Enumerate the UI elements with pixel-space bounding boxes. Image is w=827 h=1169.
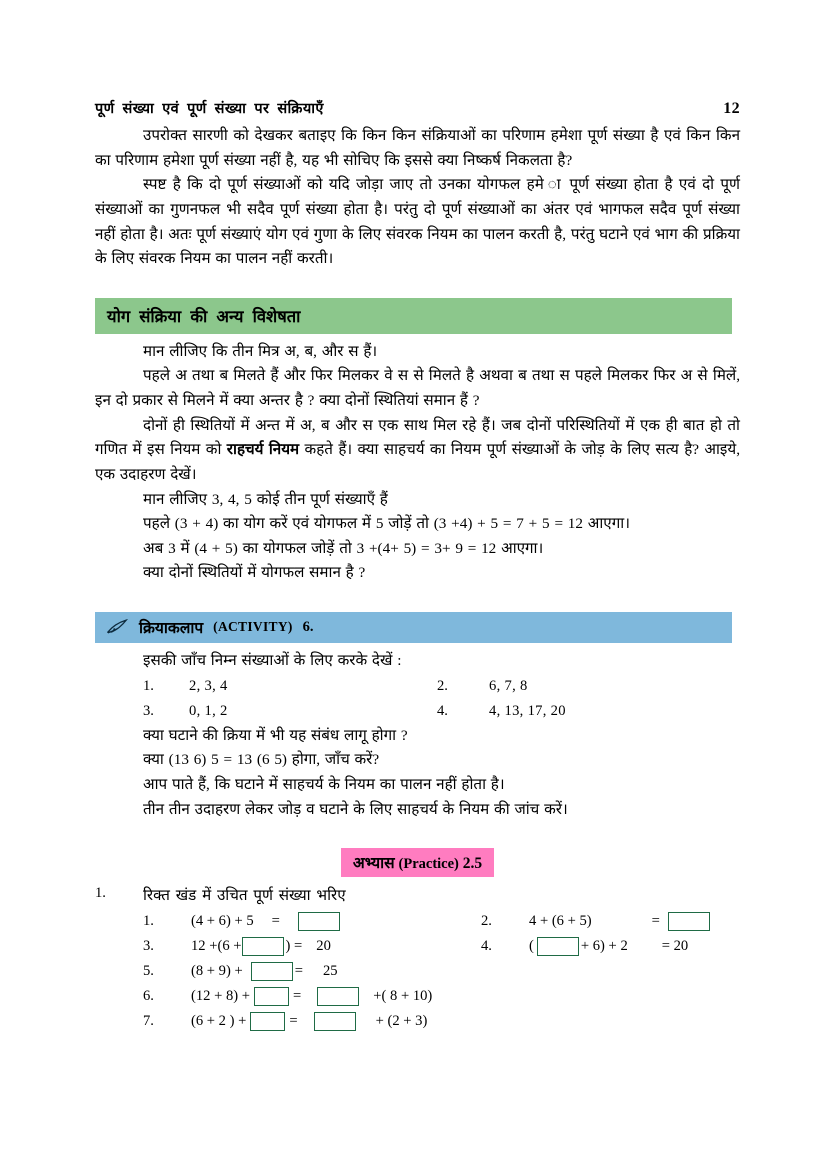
answer-blank-box[interactable] [298,912,340,931]
exercise-index: 5. [143,963,154,980]
exercise-index: 1. [143,913,154,930]
exercise-expression-mid: = [294,963,303,980]
activity-number: 6. [302,618,314,635]
practice-exercise-list [95,909,740,1034]
exercise-result: 25 [322,963,338,980]
exercise-expression-mid: + 6) + 2 [580,938,628,955]
exercise-item [191,962,481,981]
list-item-values: 4, 13, 17, 20 [489,702,566,719]
assoc-line-1: मान लीजिए कि तीन मित्र अ, ब, और स हैं। [143,342,378,360]
exercise-result: + (2 + 3) [375,1013,428,1030]
practice-heading-wrap [95,848,740,877]
list-item-values: 6, 7, 8 [489,677,528,694]
activity-label-en: (ACTIVITY) [213,619,293,634]
running-head [95,98,740,118]
exercise-row [143,1009,740,1034]
list-item-values: 0, 1, 2 [189,702,228,719]
practice-question-text: रिक्त खंड में उचित पूर्ण संख्या भरिए [143,887,346,905]
list-item-values: 2, 3, 4 [189,677,228,694]
answer-blank-box[interactable] [317,987,359,1006]
answer-blank-box[interactable] [314,1012,356,1031]
exercise-expression-mid: ) = [285,938,303,955]
associative-example-lines [95,488,740,587]
associative-section-body [95,340,740,365]
practice-question-1 [95,885,740,905]
exercise-expression-mid: = [293,988,302,1005]
assoc-paragraph-1: पहले अ तथा ब मिलते हैं और फिर मिलकर वे स से मिलते है अथवा ब तथा स पहले मिलकर फिर अ से मिलें, इन दो प्रकार से मिलने में क्या अन्तर है ? क्या दोनों स्थितियां समान हैं ? [95,367,740,409]
exercise-expression: (12 + 8) + [191,988,251,1005]
assoc-paragraph-2 [95,414,740,488]
practice-heading-bar [341,848,494,877]
answer-blank-box[interactable] [254,987,289,1006]
exercise-expression-mid: = [289,1013,298,1030]
exercise-item [191,937,481,956]
practice-label-en: (Practice) [398,856,459,873]
activity-heading-bar [95,612,732,643]
activity-label-hi: क्रियाकलाप [139,620,204,637]
activity-followup-4: तीन तीन उदाहरण लेकर जोड़ व घटाने के लिए साहचर्य के नियम की जांच करें। [143,800,568,818]
intro-paragraph-1: उपरोक्त सारणी को देखकर बताइए कि किन किन संक्रियाओं का परिणाम हमेशा पूर्ण संख्या है एवं किन किन का परिणाम हमेशा पूर्ण संख्या नहीं है, यह भी सोचिए कि इससे क्या निष्कर्ष निकलता है? [95,127,740,169]
answer-blank-box[interactable] [242,937,284,956]
answer-blank-box[interactable] [250,1012,285,1031]
exercise-expression: 4 + (6 + 5) [529,913,592,930]
answer-blank-box[interactable] [251,962,293,981]
assoc-line-4: अब 3 में (4 + 5) का योगफल जोड़ें तो 3 +(4+ 5) = 3+ 9 = 12 आएगा। [143,539,544,557]
activity-followup-3: आप पाते हैं, कि घटाने में साहचर्य के नियम का पालन नहीं होता है। [143,776,505,794]
exercise-expression: (8 + 9) + [191,963,243,980]
exercise-expression: 12 +(6 + [191,938,242,955]
assoc-paragraph-2-after: कहते हैं। क्या साहचर्य का नियम पूर्ण संख्याओं के जोड़ के लिए सत्य है? आइये, एक उदाहरण देखें। [95,441,740,483]
exercise-item [191,987,591,1006]
page-number: 12 [723,100,740,117]
list-item-index: 3. [143,702,154,719]
exercise-equals: = [271,913,280,930]
exercise-index: 6. [143,988,154,1005]
exercise-result: = 20 [661,938,689,955]
assoc-paragraph-2-before: दोनों ही स्थितियों में अन्त में अ, ब और स एक साथ मिल रहे हैं। जब दोनों परिस्थितियों में एक ही बात हो तो गणित में इस नियम को [95,416,740,459]
exercise-expression: (6 + 2 ) + [191,1013,247,1030]
exercise-index: 3. [143,938,154,955]
practice-number: 2.5 [462,855,483,873]
assoc-line-2: मान लीजिए 3, 4, 5 कोई तीन पूर्ण संख्याएँ हैं [143,490,388,508]
exercise-row [143,909,740,934]
exercise-item [191,912,481,931]
exercise-item [481,937,688,956]
practice-label-hi: अभ्यास [352,855,395,873]
exercise-row [143,934,740,959]
exercise-result: +( 8 + 10) [373,988,433,1005]
answer-blank-box[interactable] [668,912,710,931]
activity-followup-2: क्या (13 6) 5 = 13 (6 5) होगा, जाँच करें? [143,751,380,769]
exercise-item [481,912,710,931]
exercise-row [143,984,740,1009]
exercise-item [191,1012,591,1031]
running-head-title: पूर्ण संख्या एवं पूर्ण संख्या पर संक्रियाएँ [95,101,324,117]
activity-number-list [95,674,740,724]
list-item-index: 4. [437,702,448,719]
answer-blank-box[interactable] [537,937,579,956]
assoc-term-associative-law: राहचर्य नियम [226,441,300,459]
exercise-row [143,959,740,984]
quill-icon [107,619,129,635]
activity-followup-1: क्या घटाने की क्रिया में भी यह संबंध लागू होगा ? [143,726,408,744]
exercise-expression: ( [529,938,534,955]
activity-followup-lines [95,724,740,823]
exercise-index: 2. [481,913,492,930]
exercise-equals: = [651,913,660,930]
assoc-line-3: पहले (3 + 4) का योग करें एवं योगफल में 5 जोड़ें तो (3 +4) + 5 = 7 + 5 = 12 आएगा। [143,515,630,533]
list-item-index: 1. [143,677,154,694]
assoc-line-5: क्या दोनों स्थितियों में योगफल समान है ? [143,564,366,582]
activity-intro-line: इसकी जाँच निम्न संख्याओं के लिए करके देखें : [143,652,402,669]
section-heading-associative: योग संक्रिया की अन्य विशेषता [95,298,732,334]
activity-intro [95,649,740,674]
exercise-index: 7. [143,1013,154,1030]
exercise-index: 4. [481,938,492,955]
exercise-result: 20 [316,938,331,955]
intro-paragraph-2: स्पष्ट है कि दो पूर्ण संख्याओं को यदि जोड़ा जाए तो उनका योगफल हमे ा पूर्ण संख्या होता है एवं दो पूर्ण संख्याओं का गुणनफल भी सदैव पूर्ण संख्या होता है। परंतु दो पूर्ण संख्याओं का अंतर एवं भागफल सदैव पूर्ण संख्या नहीं होता है। अतः पूर्ण संख्याएं योग एवं गुणा के लिए संवरक नियम का पालन करती है, परंतु घटाने एवं भाग की प्रक्रिया के लिए संवरक नियम का पालन नहीं करती। [95,176,740,268]
page-content [95,98,740,1034]
list-item-index: 2. [437,677,448,694]
exercise-expression: (4 + 6) + 5 [191,913,254,930]
practice-question-index: 1. [95,885,106,902]
